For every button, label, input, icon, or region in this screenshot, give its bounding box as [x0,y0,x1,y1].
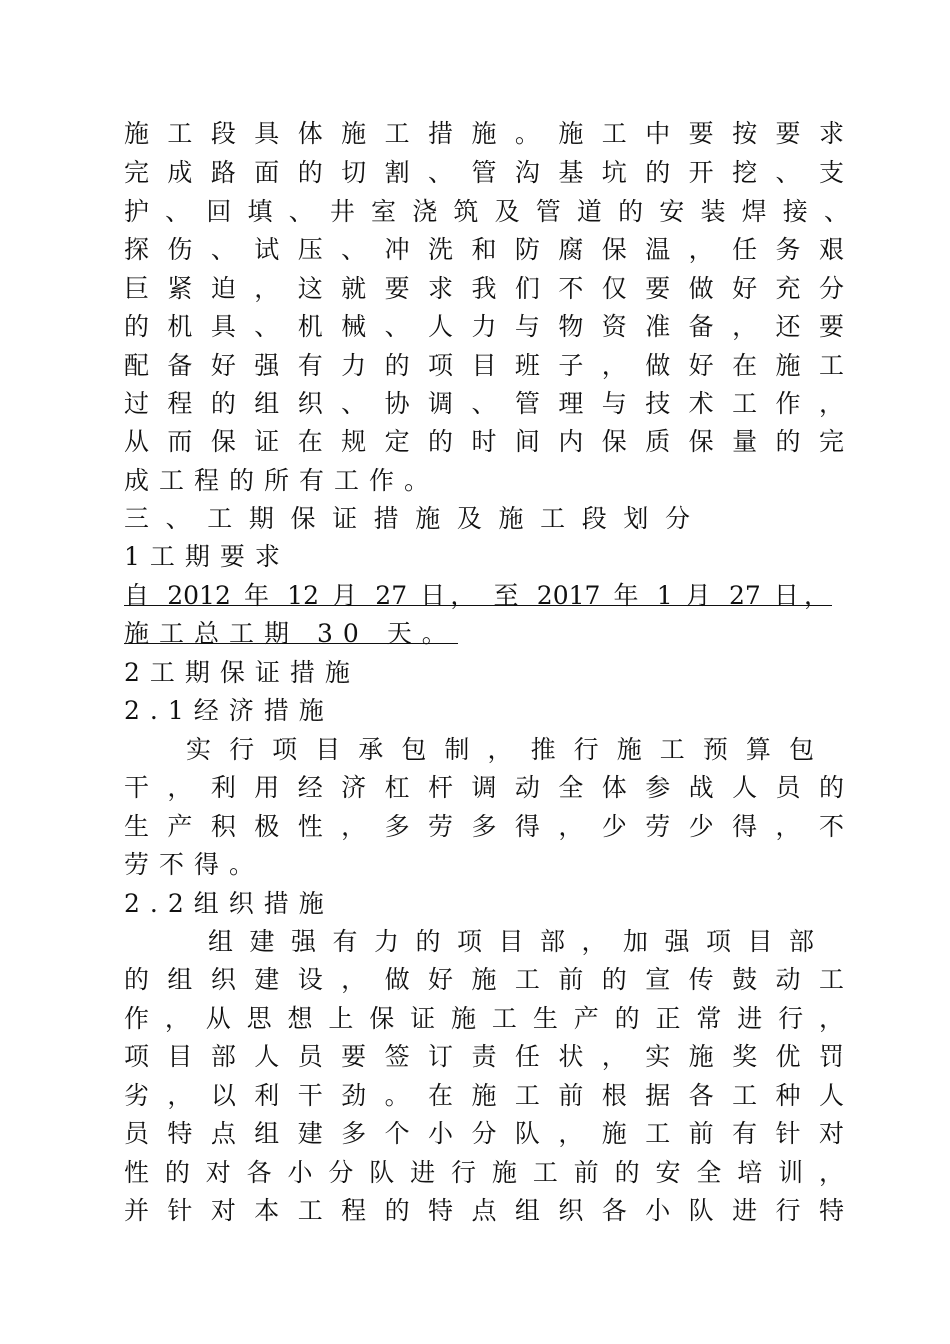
body-line: 性的对各小分队进行施工前的安全培训， [124,1158,844,1187]
body-line: 配备好强有力的项目班子，做好在施工 [124,351,844,380]
body-line: 探伤、试压、冲洗和防腐保温，任务艰 [124,235,844,264]
body-line: 项目部人员要签订责任状，实施奖优罚 [124,1042,844,1071]
body-line: 作，从思想上保证施工生产的正常进行， [124,1004,844,1033]
underline [124,605,832,606]
body-line: 完成路面的切割、管沟基坑的开挖、支 [124,158,844,187]
body-line: 并针对本工程的特点组织各小队进行特 [124,1196,844,1225]
body-line: 过程的组织、协调、管理与技术工作， [124,389,844,418]
body-line: 劳不得。 [124,850,265,879]
body-line: 成工程的所有工作。 [124,466,440,495]
subsection-heading: 2.2组织措施 [124,889,334,918]
body-line: 从而保证在规定的时间内保质保量的完 [124,427,844,456]
body-line: 员特点组建多个小分队，施工前有针对 [124,1119,844,1148]
body-line: 组建强有力的项目部，加强项目部 [208,927,814,956]
body-line: 施工段具体施工措施。施工中要按要求 [124,119,844,148]
body-line: 护、回填、井室浇筑及管道的安装焊接、 [124,197,849,226]
subsection-heading: 1工期要求 [124,542,290,571]
body-line: 生产积极性，多劳多得，少劳少得，不 [124,812,844,841]
subsection-heading: 2.1经济措施 [124,696,334,725]
body-line: 的机具、机械、人力与物资准备，还要 [124,312,844,341]
underline [124,643,458,644]
body-line: 实行项目承包制，推行施工预算包 [186,735,814,764]
section-heading: 三、工期保证措施及施工段划分 [124,504,690,533]
body-line: 的组织建设，做好施工前的宣传鼓动工 [124,965,844,994]
schedule-dates-line: 自 2012 年 12 月 27 日， 至 2017 年 1 月 27 日， [124,581,829,610]
body-line: 劣，以利干劲。在施工前根据各工种人 [124,1081,844,1110]
subsection-heading: 2工期保证措施 [124,658,360,687]
body-line: 干，利用经济杠杆调动全体参战人员的 [124,773,844,802]
schedule-duration-line: 施工总工期 30 天。 [124,619,457,648]
body-line: 巨紧迫，这就要求我们不仅要做好充分 [124,274,844,303]
